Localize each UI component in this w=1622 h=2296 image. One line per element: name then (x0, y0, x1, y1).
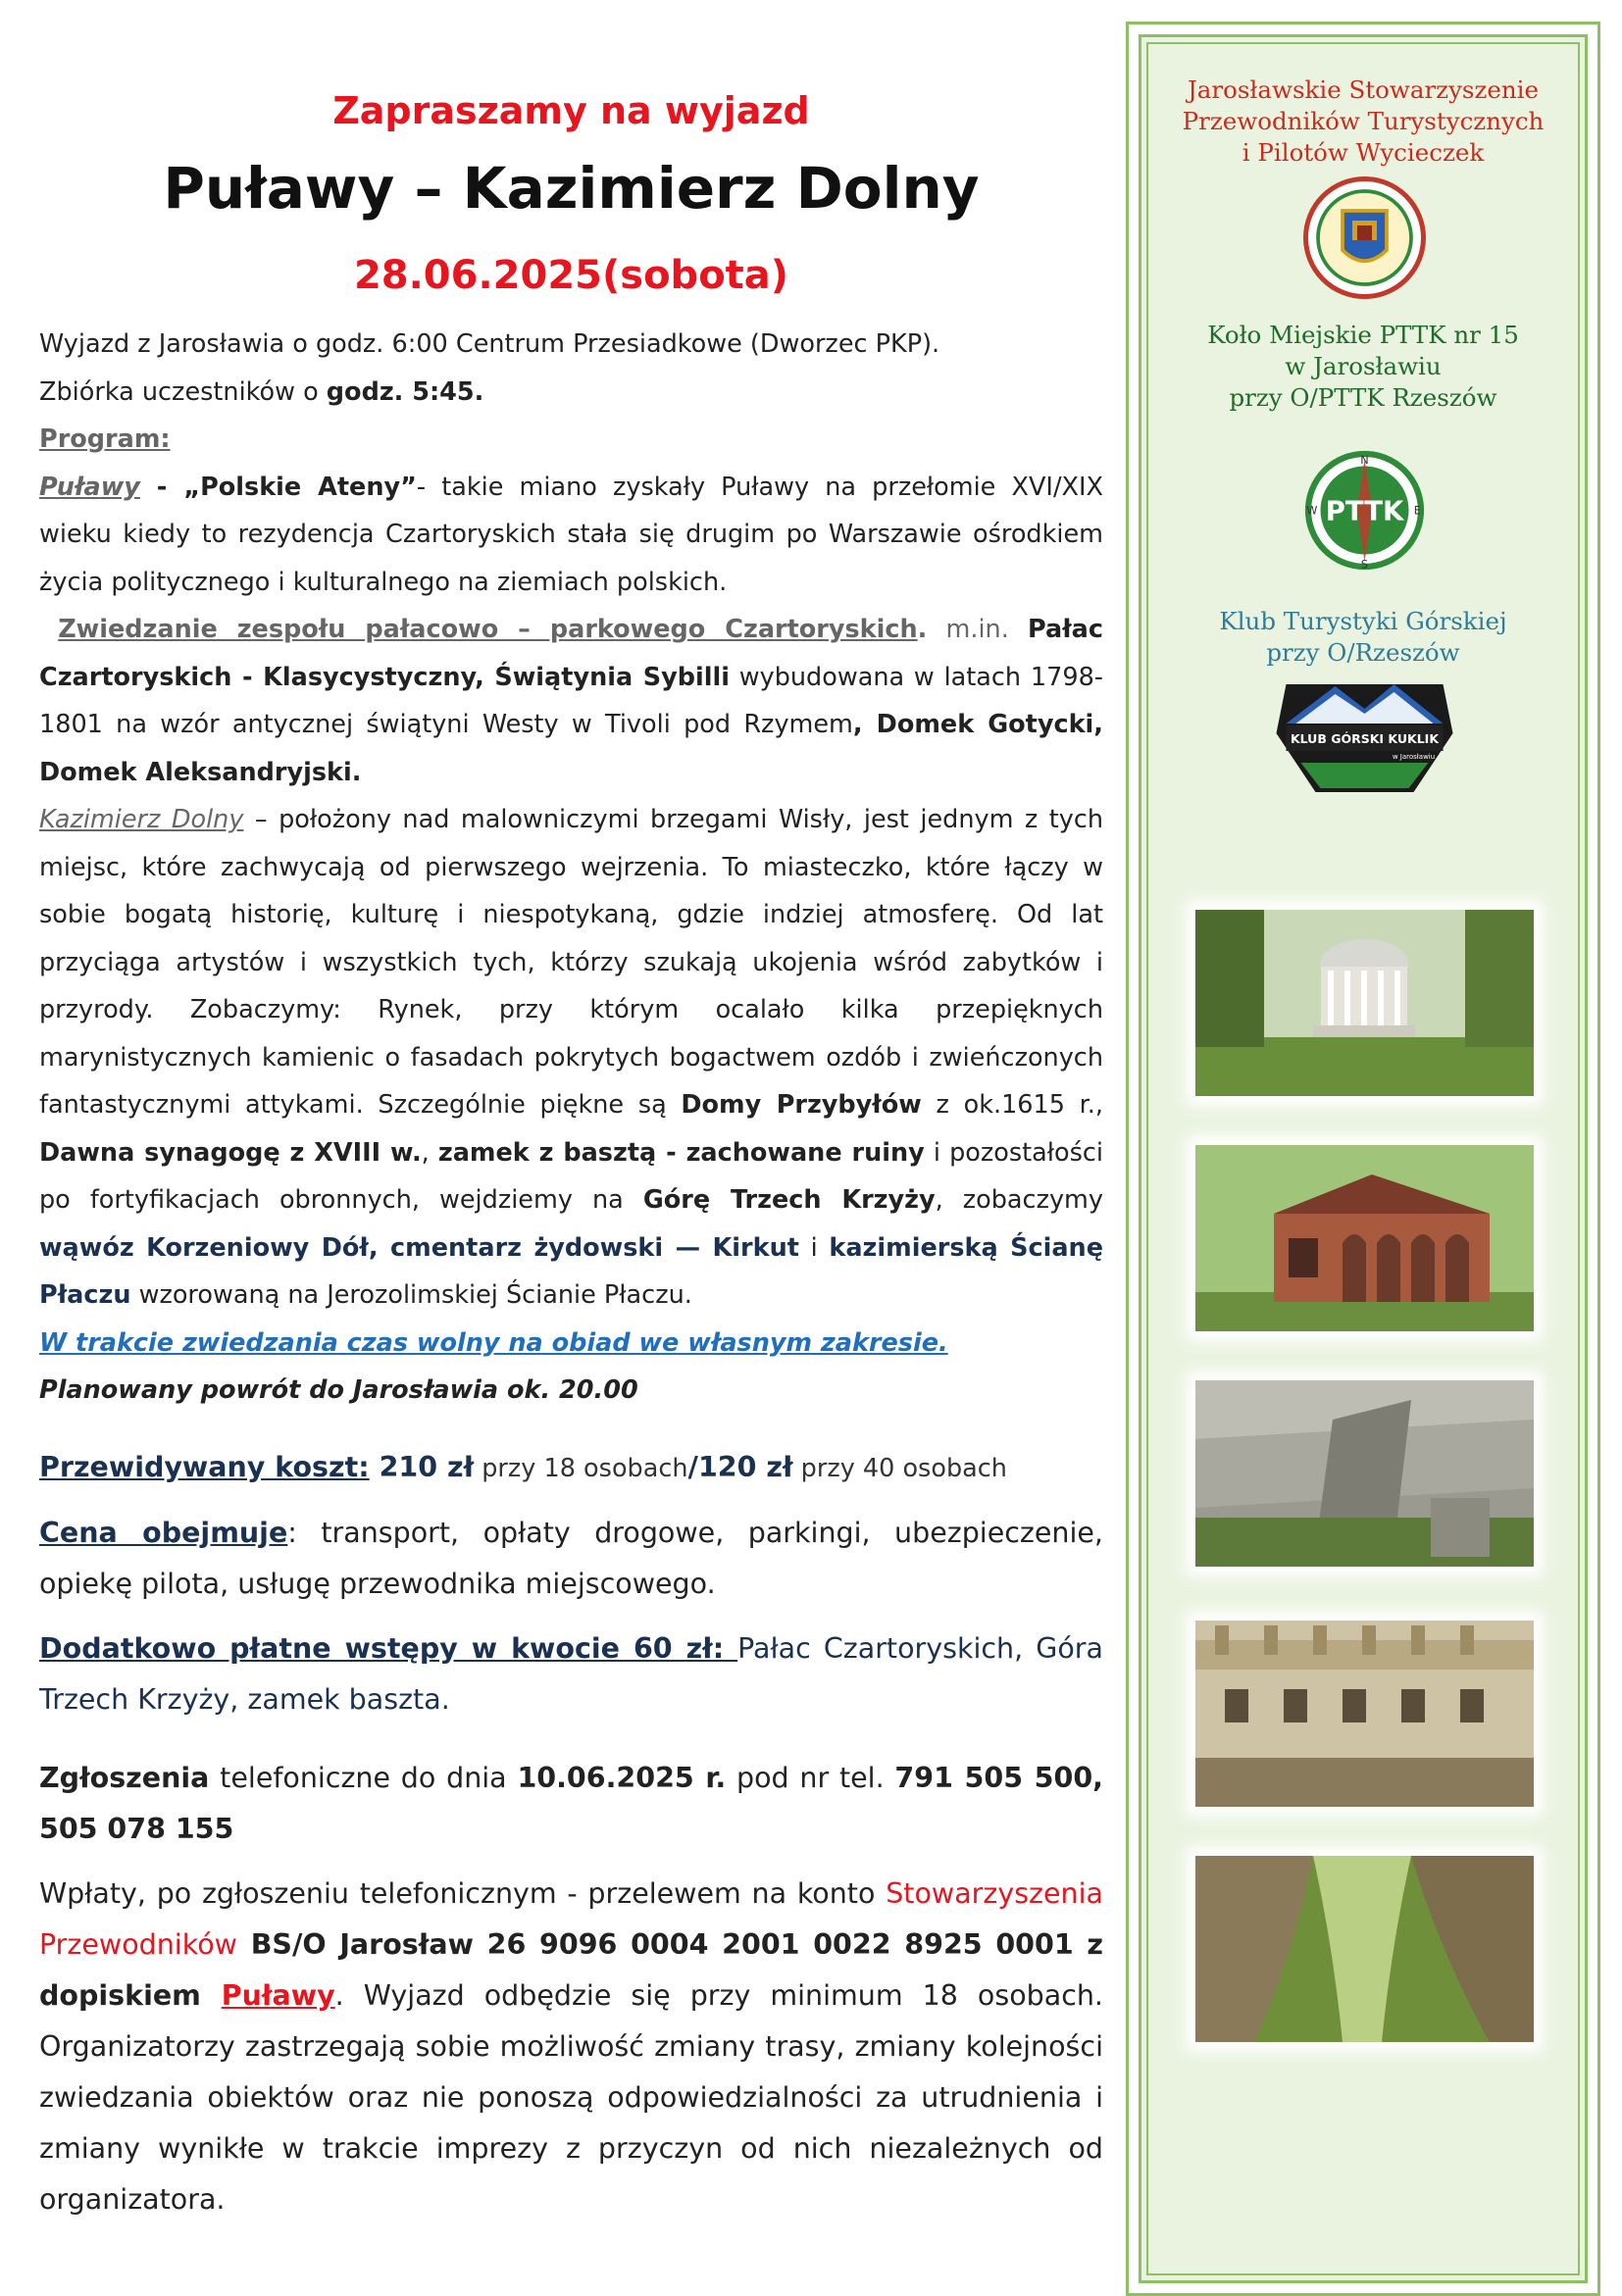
kuklik-logo-icon (1264, 665, 1465, 802)
extra-line: Dodatkowo płatne wstępy w kwocie 60 zł: Pałac Czartoryskich, Góra Trzech Krzyży, zamek baszta. (39, 1631, 1103, 1716)
trip-title: Puławy – Kazimierz Dolny (163, 155, 980, 222)
kamienice-photo (1195, 1621, 1534, 1807)
kolo-name: Koło Miejskie PTTK nr 15 w Jarosławiu przy O/PTTK Rzeszów (1207, 321, 1519, 412)
intro-heading: Zapraszamy na wyjazd (332, 89, 810, 132)
pricing-section (39, 1442, 1103, 1725)
svg-text:W: W (1306, 504, 1318, 518)
return-note: Planowany powrót do Jarosławia ok. 20.00 (39, 1375, 638, 1405)
svg-text:S: S (1360, 558, 1369, 572)
zwiedzanie-paragraph: Zwiedzanie zespołu pałacowo – parkowego Czartoryskich. m.in. Pałac Czartoryskich - Klasycystyczny, Świątynia Sybilli wybudowana w latach 1798-1801 na wzór antycznej świątyni Westy w Tivoli pod Rzymem, Domek Gotycki, Domek Aleksandryjski. (39, 615, 1103, 787)
svg-text:w Jarosławiu: w Jarosławiu (1392, 753, 1436, 761)
pulawy-name: Puławy (39, 472, 140, 502)
gothic-house-photo (1195, 1145, 1534, 1331)
main-content (39, 83, 1103, 2239)
wailing-wall-photo (1195, 1380, 1534, 1567)
departure-line: Wyjazd z Jarosławia o godz. 6:00 Centrum Przesiadkowe (Dworzec PKP). (39, 329, 940, 359)
org-emblem-icon (1303, 176, 1426, 299)
temple-photo (1195, 910, 1534, 1096)
registration-section (39, 1753, 1103, 2225)
trip-date: 28.06.2025(sobota) (353, 253, 789, 298)
sidebar (1126, 22, 1600, 2296)
sidebar-panel (1139, 34, 1588, 2283)
pulawy-paragraph: Puławy - „Polskie Ateny”- takie miano zyskały Puławy na przełomie XVI/XIX wieku kiedy to rezydencja Czartoryskich stała się drugim po Warszawie ośrodkiem życia politycznego i kulturalnego na ziemiach polskich. (39, 472, 1103, 597)
svg-text:PTTK: PTTK (1325, 495, 1404, 527)
svg-text:KLUB GÓRSKI KUKLIK: KLUB GÓRSKI KUKLIK (1290, 731, 1440, 746)
program-label: Program: (39, 424, 171, 454)
registration-line: Zgłoszenia telefoniczne do dnia 10.06.2025 r. pod nr tel. 791 505 500, 505 078 155 (39, 1761, 1103, 1845)
org-name: Jarosławskie Stowarzyszenie Przewodników Turystycznych i Pilotów Wycieczek (1182, 75, 1545, 167)
svg-text:N: N (1360, 454, 1369, 467)
pttk-logo-icon (1303, 449, 1426, 572)
svg-text:E: E (1413, 504, 1421, 518)
cost-line: Przewidywany koszt: 210 zł przy 18 osobach/120 zł przy 40 osobach (39, 1450, 1007, 1483)
kazimierz-name: Kazimierz Dolny (39, 805, 244, 834)
ravine-photo (1195, 1856, 1534, 2042)
meeting-line: Zbiórka uczestników o godz. 5:45. (39, 376, 484, 407)
klub-name: Klub Turystyki Górskiej przy O/Rzeszów (1219, 607, 1507, 667)
includes-line: Cena obejmuje: transport, opłaty drogowe, parkingi, ubezpieczenie, opiekę pilota, usługę przewodnika miejscowego. (39, 1516, 1103, 1600)
free-time-note: W trakcie zwiedzania czas wolny na obiad we własnym zakresie. (39, 1327, 948, 1358)
payment-line: Wpłaty, po zgłoszeniu telefonicznym - przelewem na konto Stowarzyszenia Przewodników BS/O Jarosław 26 9096 0004 2001 0022 8925 0001 z dopiskiem Puławy. Wyjazd odbędzie się przy minimum 18 osobach. Organizatorzy zastrzegają sobie możliwość zmiany trasy, zmiany kolejności zwiedzania obiektów oraz nie ponoszą odpowiedzialności za utrudnienia i zmiany wynikłe w trakcie imprezy z przyczyn od nich niezależnych od organizatora. (39, 1876, 1103, 2216)
kazimierz-paragraph: Kazimierz Dolny – położony nad malowniczymi brzegami Wisły, jest jednym z tych miejsc, które zachwycają od pierwszego wejrzenia. To miasteczko, które łączy w sobie bogatą historię, kulturę i niespotykaną, gdzie indziej atmosferę. Od lat przyciąga artystów i wszystkich tych, którzy szukają ukojenia wśród zabytków i przyrody. Zobaczymy: Rynek, przy którym ocalało kilka przepięknych marynistycznych kamienic o fasadach pokrytych bogactwem ozdób i zwieńczonych fantastycznymi attykami. Szczególnie piękne są Domy Przybyłów z ok.1615 r., Dawna synagogę z XVIII w., zamek z basztą - zachowane ruiny i pozostałości po fortyfikacjach obronnych, wejdziemy na Górę Trzech Krzyży, zobaczymy wąwóz Korzeniowy Dół, cmentarz żydowski — Kirkut i kazimierską Ścianę Płaczu wzorowaną na Jerozolimskiej Ścianie Płaczu. (39, 805, 1104, 1310)
program-text (39, 321, 1103, 1415)
